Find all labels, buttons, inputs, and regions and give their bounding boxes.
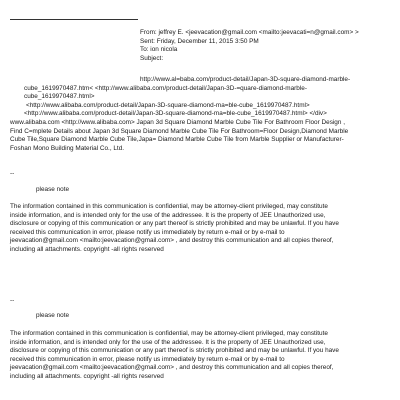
- disclaimer-line: jeevacation@gmail.com <mailto:jeevacation@gmail.com> , and destroy this communication and all copies thereof,: [10, 364, 334, 372]
- body-line: Foshan Mono Building Material Co., Ltd.: [10, 144, 125, 152]
- disclaimer-line: including all attachments. copyright -all rights reserved: [10, 245, 164, 253]
- disclaimer-line: jeevacation@gmail.com <mailto:jeevacation@gmail.com> , and destroy this communication and all copies thereof,: [10, 237, 334, 245]
- body-line: <http://www.alibaba.com/product-detail/Japan-3D-square-diamond-ma=ble-cube_1619970487.html>: [26, 101, 310, 109]
- body-line: cube_1619970487.html>: [24, 93, 95, 101]
- header-divider: [10, 19, 138, 20]
- note-label: please note: [36, 186, 70, 193]
- disclaimer-line: including all attachments. copyright -all rights reserved: [10, 372, 164, 380]
- email-header: [140, 29, 395, 63]
- subject-line: Subject:: [140, 54, 164, 62]
- body-line: www.alibaba.com <http://www.alibaba.com> Japan 3d Square Diamond Marble Cube Tile For Bathroom Floor Design ,: [10, 118, 345, 126]
- disclaimer-line: inside information, and is intended only for the use of the addressee. It is the property of JEE Unauthorized use,: [10, 338, 326, 346]
- disclaimer-line: The information contained in this communication is confidential, may be attorney-client privileged, may constitute: [10, 330, 328, 337]
- email-body-links: [10, 76, 396, 153]
- separator: --: [10, 297, 15, 304]
- disclaimer-line: received this communication in error, please notify us immediately by return e-mail or by e-mail to: [10, 355, 285, 363]
- sent-line: Sent: Friday, December 11, 2015 3:50 PM: [140, 37, 259, 45]
- body-line: cube_1619970487.htm< <http://www.alibaba.com/product-detail/Japan-3D-=quare-diamond-marble-: [24, 84, 307, 92]
- disclaimer-line: disclosure or copying of this communication or any part thereof is strictly prohibited and may be unlawful. If you have: [10, 220, 339, 228]
- to-line: To: ion nicola: [140, 46, 178, 54]
- body-line: Cube Tile,Square Diamond Marble Cube Tile,Japa= Diamond Marble Cube Tile from Marble Supplier or Manufacturer-: [10, 136, 344, 144]
- body-line: Find C=mplete Details about Japan 3d Square Diamond Marble Cube Tile For Bathroom=Floor Design,Diamond Marble: [10, 127, 349, 135]
- body-line: http://www.al=baba.com/product-detail/Japan-3D-square-diamond-marble-: [140, 76, 351, 83]
- body-line: <http://www.alibaba.com/product-detail/Japan-3D-square-diamond-ma=ble-cube_1619970487.html> </div>: [24, 110, 327, 118]
- disclaimer-paragraph: [10, 330, 395, 382]
- disclaimer-line: received this communication in error, please notify us immediately by return e-mail or by e-mail to: [10, 228, 285, 236]
- disclaimer-line: inside information, and is intended only for the use of the addressee. It is the property of JEE Unauthorized use,: [10, 211, 326, 219]
- note-label: please note: [36, 312, 70, 319]
- disclaimer-line: disclosure or copying of this communication or any part thereof is strictly prohibited and may be unlawful. If you have: [10, 347, 339, 355]
- disclaimer-line: The information contained in this communication is confidential, may be attorney-client privileged, may constitute: [10, 203, 328, 210]
- from-line: From: jeffrey E. <jeevacation@gmail.com <mailto:jeevacati=n@gmail.com> >: [140, 29, 359, 36]
- separator: --: [10, 170, 15, 177]
- disclaimer-paragraph: [10, 203, 395, 255]
